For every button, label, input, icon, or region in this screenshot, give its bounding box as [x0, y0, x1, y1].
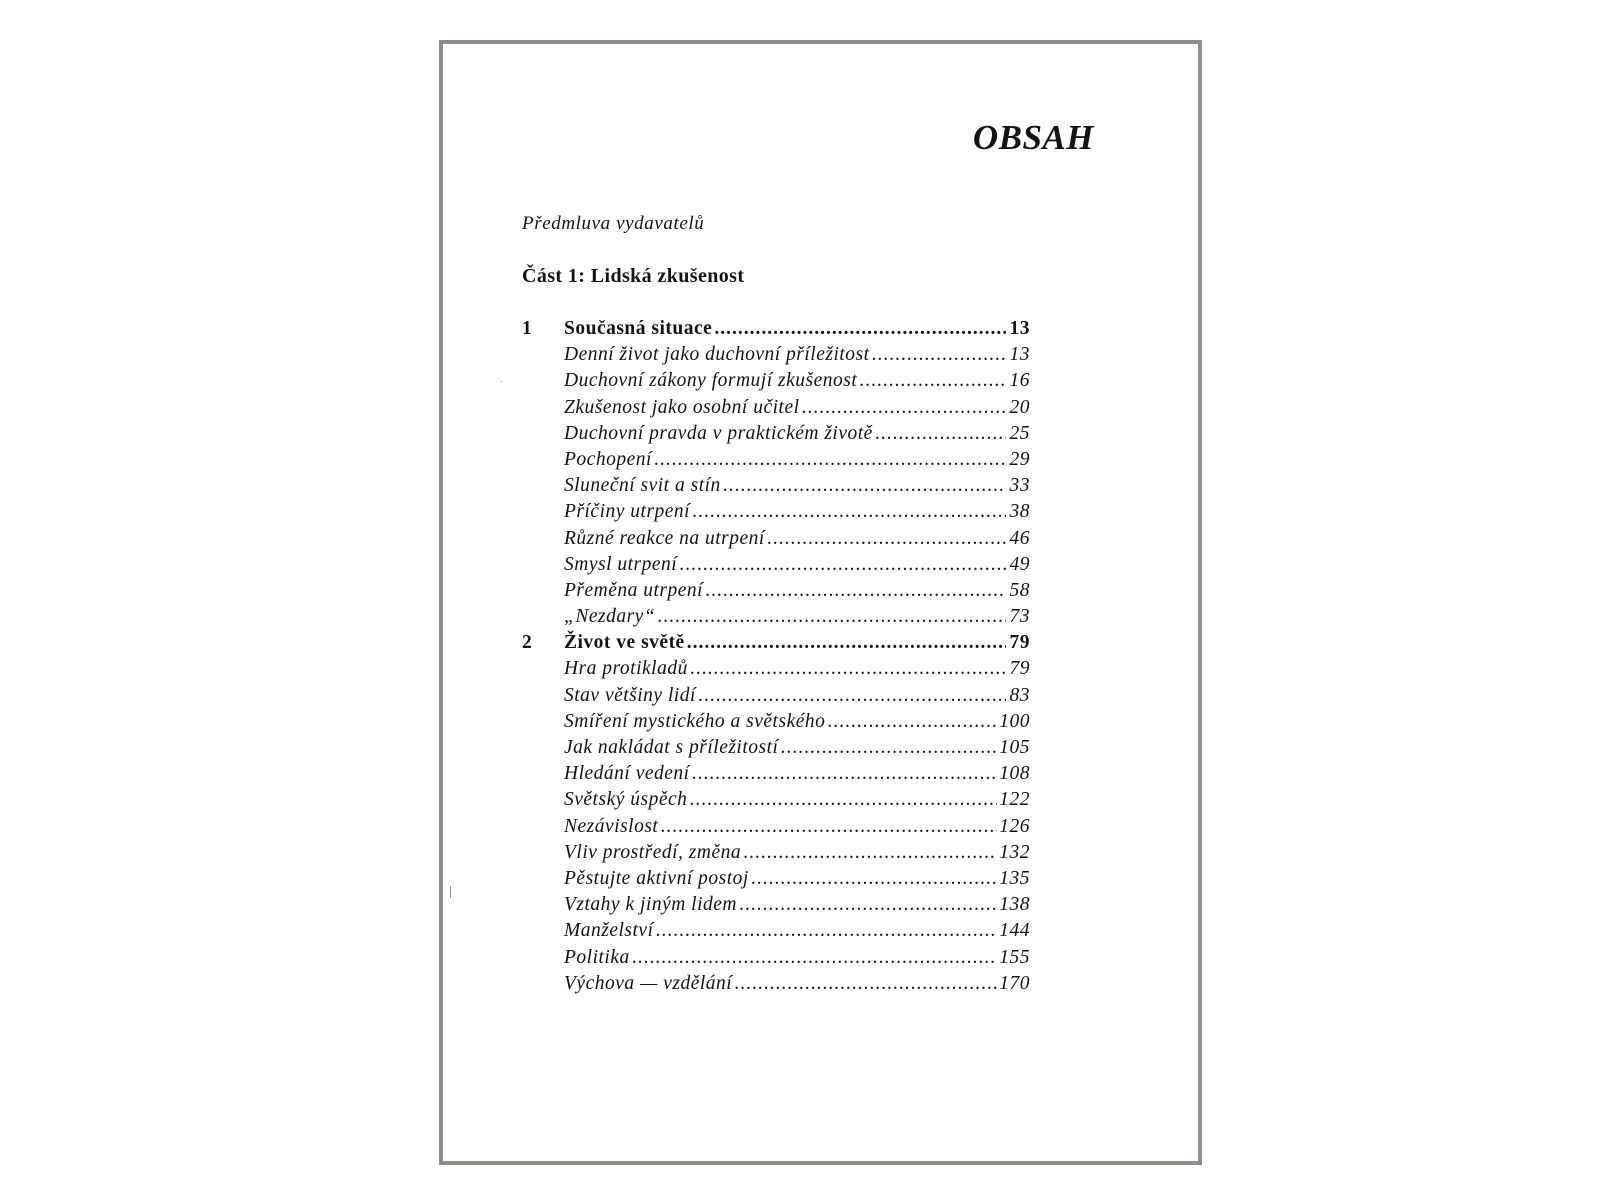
toc-page-number: 13 — [1009, 318, 1030, 339]
toc-dot-leader — [679, 552, 1006, 578]
toc-entry-title: Světský úspěch — [564, 789, 688, 811]
toc-page-number: 135 — [999, 867, 1030, 889]
toc-dot-leader — [743, 840, 997, 866]
scanned-page — [439, 40, 1202, 1165]
toc-chapter-row — [522, 630, 1030, 656]
toc-entry-title: Duchovní zákony formují zkušenost — [564, 370, 858, 392]
toc-section-row — [522, 787, 1030, 813]
toc-dot-leader — [767, 526, 1006, 552]
toc-dot-leader — [655, 918, 997, 944]
toc-entry-title: „Nezdary“ — [564, 606, 656, 628]
toc-page-number: 38 — [1009, 501, 1030, 523]
toc-section-row — [522, 840, 1030, 866]
toc-dot-leader — [780, 735, 997, 761]
toc-entry-title: Jak nakládat s příležitostí — [564, 737, 779, 758]
toc-section-row — [522, 368, 1030, 394]
toc-entry-title: Vztahy k jiným lidem — [564, 894, 737, 916]
toc-dot-leader — [751, 866, 997, 892]
toc-section-row — [522, 761, 1030, 787]
toc-section-row — [522, 342, 1030, 368]
toc-entry-title: Nezávislost — [564, 815, 659, 837]
toc-entry-title: Smíření mystického a světského — [564, 710, 826, 732]
toc-dot-leader — [723, 473, 1006, 499]
toc-page-number: 79 — [1009, 632, 1030, 654]
toc-dot-leader — [689, 787, 997, 813]
toc-page-number: 25 — [1009, 422, 1030, 444]
toc-page-number: 58 — [1009, 579, 1030, 601]
toc-dot-leader — [632, 945, 998, 971]
toc-dot-leader — [698, 683, 1006, 709]
toc-entry-title: Zkušenost jako osobní učitel — [564, 396, 800, 418]
toc-dot-leader — [859, 368, 1006, 394]
toc-page-number: 83 — [1009, 684, 1030, 706]
toc-dot-leader — [734, 971, 997, 997]
toc-section-row — [522, 814, 1030, 840]
page-heading: OBSAH — [972, 118, 1094, 157]
toc-section-row — [522, 892, 1030, 918]
toc-page-number: 73 — [1009, 606, 1030, 628]
toc-entry-title: Současná situace — [564, 318, 713, 339]
toc-page-number: 126 — [999, 815, 1030, 837]
toc-dot-leader — [827, 709, 997, 735]
toc-page-number: 49 — [1009, 553, 1030, 575]
toc-entry-title: Život ve světě — [564, 632, 685, 654]
toc-dot-leader — [872, 342, 1006, 368]
toc-page-number: 46 — [1009, 527, 1030, 549]
toc-page-number: 33 — [1009, 475, 1030, 497]
toc-section-row — [522, 656, 1030, 682]
toc-section-row — [522, 421, 1030, 447]
toc-dot-leader — [714, 316, 1006, 342]
toc-page-number: 122 — [999, 789, 1030, 811]
toc-chapter-number: 1 — [522, 318, 533, 339]
toc-dot-leader — [654, 447, 1006, 473]
toc-page-number: 170 — [999, 972, 1030, 994]
toc-page-number: 108 — [999, 763, 1030, 785]
toc-entry-title: Sluneční svit a stín — [564, 475, 721, 497]
toc-dot-leader — [875, 421, 1006, 447]
toc-section-row — [522, 447, 1030, 473]
toc-section-row — [522, 709, 1030, 735]
toc-section-row — [522, 683, 1030, 709]
toc-dot-leader — [802, 395, 1006, 421]
toc-entry-title: Příčiny utrpení — [564, 501, 691, 523]
toc-entry-title: Různé reakce na utrpení — [564, 527, 765, 549]
toc-entry-title: Hra protikladů — [564, 658, 688, 680]
toc-entry-title: Duchovní pravda v praktickém životě — [564, 422, 873, 444]
scan-speck — [501, 381, 502, 382]
toc-page-number: 105 — [999, 737, 1030, 758]
toc-entry-title: Manželství — [564, 920, 654, 942]
toc-page-number: 132 — [999, 841, 1030, 863]
toc-page-number: 13 — [1009, 344, 1030, 366]
toc-section-row — [522, 552, 1030, 578]
toc-entry-title: Hledání vedení — [564, 763, 690, 785]
toc-page-number: 144 — [999, 920, 1030, 942]
toc-section-row — [522, 526, 1030, 552]
toc-chapter-number: 2 — [522, 632, 533, 654]
toc-page-number: 29 — [1009, 448, 1030, 470]
toc-page-number: 100 — [999, 710, 1030, 732]
toc-page-number: 16 — [1009, 370, 1030, 392]
toc-page-number: 138 — [999, 894, 1030, 916]
toc-dot-leader — [690, 656, 1006, 682]
toc-dot-leader — [692, 499, 1006, 525]
toc-section-row — [522, 971, 1030, 997]
toc-entry-title: Výchova — vzdělání — [564, 972, 733, 994]
toc-entry-title: Pochopení — [564, 448, 652, 470]
toc-section-row — [522, 499, 1030, 525]
preface-entry: Předmluva vydavatelů — [522, 213, 705, 234]
toc-section-row — [522, 604, 1030, 630]
toc-page-number: 155 — [999, 946, 1030, 968]
toc-section-row — [522, 945, 1030, 971]
toc-entry-title: Smysl utrpení — [564, 553, 678, 575]
toc-section-row — [522, 918, 1030, 944]
toc-entry-title: Pěstujte aktivní postoj — [564, 867, 749, 889]
part-title: Část 1: Lidská zkušenost — [522, 265, 745, 287]
toc-entry-title: Politika — [564, 946, 630, 968]
toc-section-row — [522, 866, 1030, 892]
toc-entry-title: Přeměna utrpení — [564, 579, 704, 601]
scan-speck — [450, 886, 451, 898]
table-of-contents — [522, 316, 1030, 997]
toc-entry-title: Denní život jako duchovní příležitost — [564, 344, 870, 366]
toc-page-number: 79 — [1009, 658, 1030, 680]
toc-section-row — [522, 578, 1030, 604]
toc-section-row — [522, 395, 1030, 421]
toc-chapter-row — [522, 316, 1030, 342]
toc-dot-leader — [692, 761, 998, 787]
toc-entry-title: Vliv prostředí, změna — [564, 841, 742, 863]
toc-page-number: 20 — [1009, 396, 1030, 418]
toc-dot-leader — [660, 814, 997, 840]
toc-entry-title: Stav většiny lidí — [564, 684, 696, 706]
toc-dot-leader — [705, 578, 1006, 604]
toc-dot-leader — [657, 604, 1006, 630]
toc-section-row — [522, 735, 1030, 761]
toc-dot-leader — [739, 892, 997, 918]
toc-section-row — [522, 473, 1030, 499]
toc-dot-leader — [687, 630, 1006, 656]
